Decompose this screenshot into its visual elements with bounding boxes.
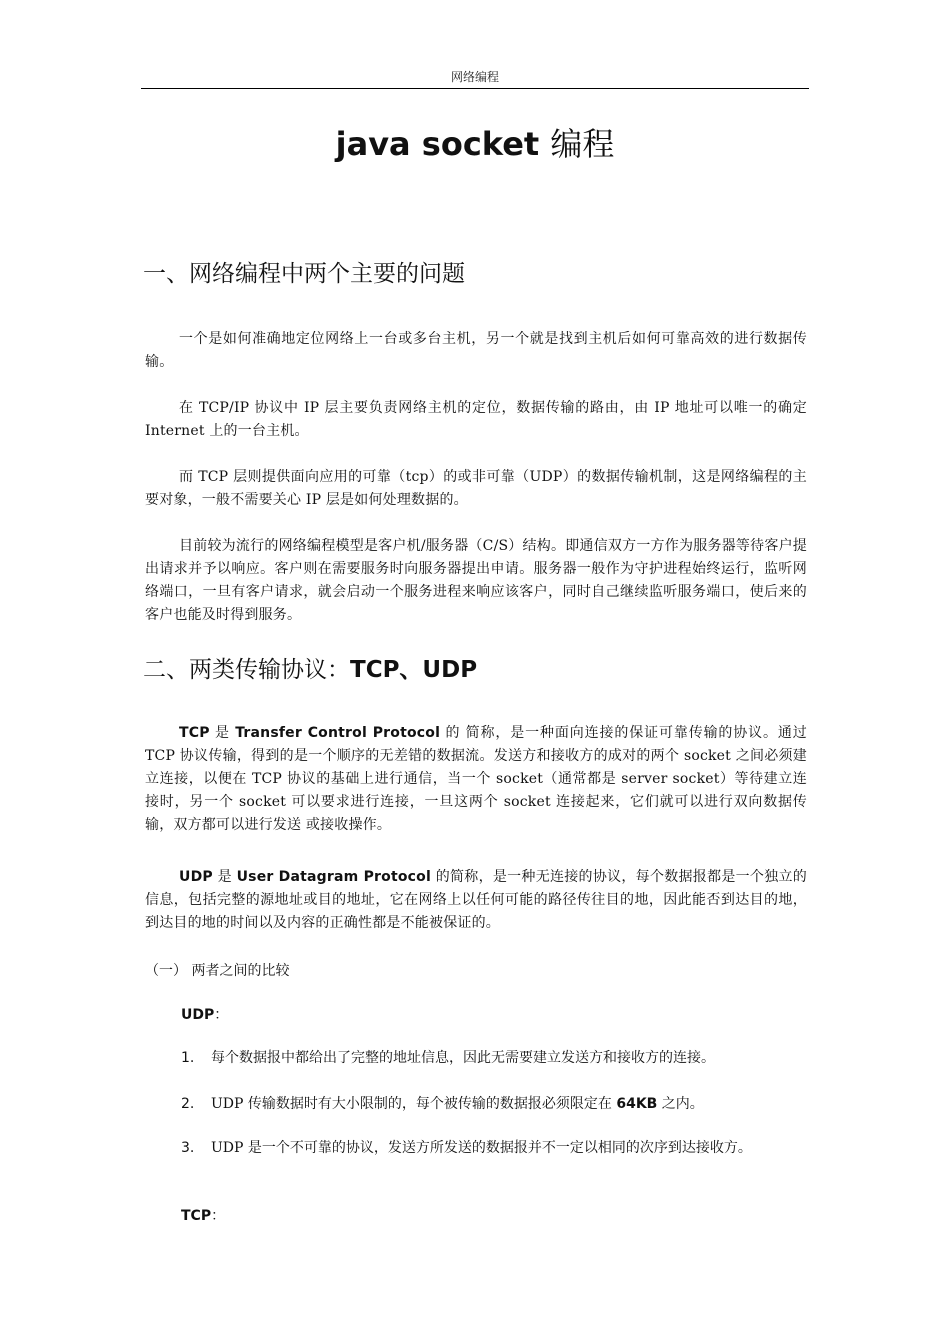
udp-list-item <box>181 1047 807 1070</box>
section1-para-2: 在 TCP/IP 协议中 IP 层主要负责网络主机的定位，数据传输的路由，由 IP 地址可以唯一的确定 Internet 上的一台主机。 <box>145 400 807 439</box>
udp-label-text: UDP <box>181 1007 215 1023</box>
udp-list-item <box>181 1137 807 1160</box>
title-cn: 编程 <box>550 125 615 163</box>
udp-rest: 的简称，是一种无连接的协议，每个数据报都是一个独立的信息，包括完整的源地址或目的地址，它在网络上以任何可能的路径传往目的地，因此能否到达目的地，到达目的地的时间以及内容的正确性都是不能被保证的。 <box>145 869 807 931</box>
tcp-fullname: Transfer Control Protocol <box>235 725 441 741</box>
udp-label-colon: ： <box>214 1007 229 1023</box>
list-text-after: 之内。 <box>657 1096 704 1112</box>
list-text <box>181 1093 807 1116</box>
list-number: 3. <box>181 1140 195 1156</box>
list-text: 每个数据报中都给出了完整的地址信息，因此无需要建立发送方和接收方的连接。 <box>211 1050 715 1066</box>
section2-heading <box>143 654 811 686</box>
section2-heading-prefix: 二、两类传输协议： <box>143 657 350 683</box>
tcp-term: TCP <box>179 725 210 741</box>
list-text: UDP 是一个不可靠的协议，发送方所发送的数据报并不一定以相同的次序到达接收方。 <box>211 1140 752 1156</box>
running-header: 网络编程 <box>450 70 499 84</box>
tcp-mid: 是 <box>209 725 236 741</box>
section2-heading-bold: TCP、UDP <box>350 657 478 683</box>
tcp-label <box>181 1205 225 1228</box>
list-text-before: UDP 传输数据时有大小限制的，每个被传输的数据报必须限定在 <box>211 1096 617 1112</box>
udp-paragraph <box>145 866 807 935</box>
udp-mid: 是 <box>212 869 237 885</box>
document-title <box>141 120 809 168</box>
udp-label <box>181 1004 228 1027</box>
section1-para-4: 目前较为流行的网络编程模型是客户机/服务器（C/S）结构。即通信双方一方作为服务器等待客户提出请求并予以响应。客户则在需要服务时向服务器提出申请。服务器一般作为守护进程始终运行，监听网络端口，一旦有客户请求，就会启动一个服务进程来响应该客户，同时自己继续监听服务端口，使后来的客户也能及时得到服务。 <box>145 538 807 623</box>
tcp-rest: 的 简称，是一种面向连接的保证可靠传输的协议。通过 TCP 协议传输，得到的是一个顺序的无差错的数据流。发送方和接收方的成对的两个 socket 之间必须建 立连接，以便在 TCP 协议的基础上进行通信，当一个 socket（通常都是 server socket）等待建立连接时，另一个 socket 可以要求进行连接，一旦这两个 socket 连接起来，它们就可以进行双向数据传输，双方都可以进行发送 或接收操作。 <box>145 725 807 833</box>
title-latin: java socket <box>335 125 540 163</box>
size-limit: 64KB <box>616 1096 658 1112</box>
udp-term: UDP <box>179 869 213 885</box>
udp-list-item <box>181 1093 807 1116</box>
list-number: 1. <box>181 1050 195 1066</box>
tcp-label-colon: ： <box>211 1208 226 1224</box>
tcp-label-text: TCP <box>181 1208 212 1224</box>
header-rule <box>141 88 809 89</box>
udp-fullname: User Datagram Protocol <box>236 869 431 885</box>
section1-para-3: 而 TCP 层则提供面向应用的可靠（tcp）的或非可靠（UDP）的数据传输机制，这是网络编程的主要对象，一般不需要关心 IP 层是如何处理数据的。 <box>145 469 807 508</box>
list-number: 2. <box>181 1096 195 1112</box>
tcp-paragraph <box>145 722 807 837</box>
section1-para-1: 一个是如何准确地定位网络上一台或多台主机，另一个就是找到主机后如何可靠高效的进行数据传输。 <box>145 331 807 370</box>
subsection-heading: （一） 两者之间的比较 <box>145 963 290 979</box>
section1-heading: 一、网络编程中两个主要的问题 <box>143 261 465 287</box>
